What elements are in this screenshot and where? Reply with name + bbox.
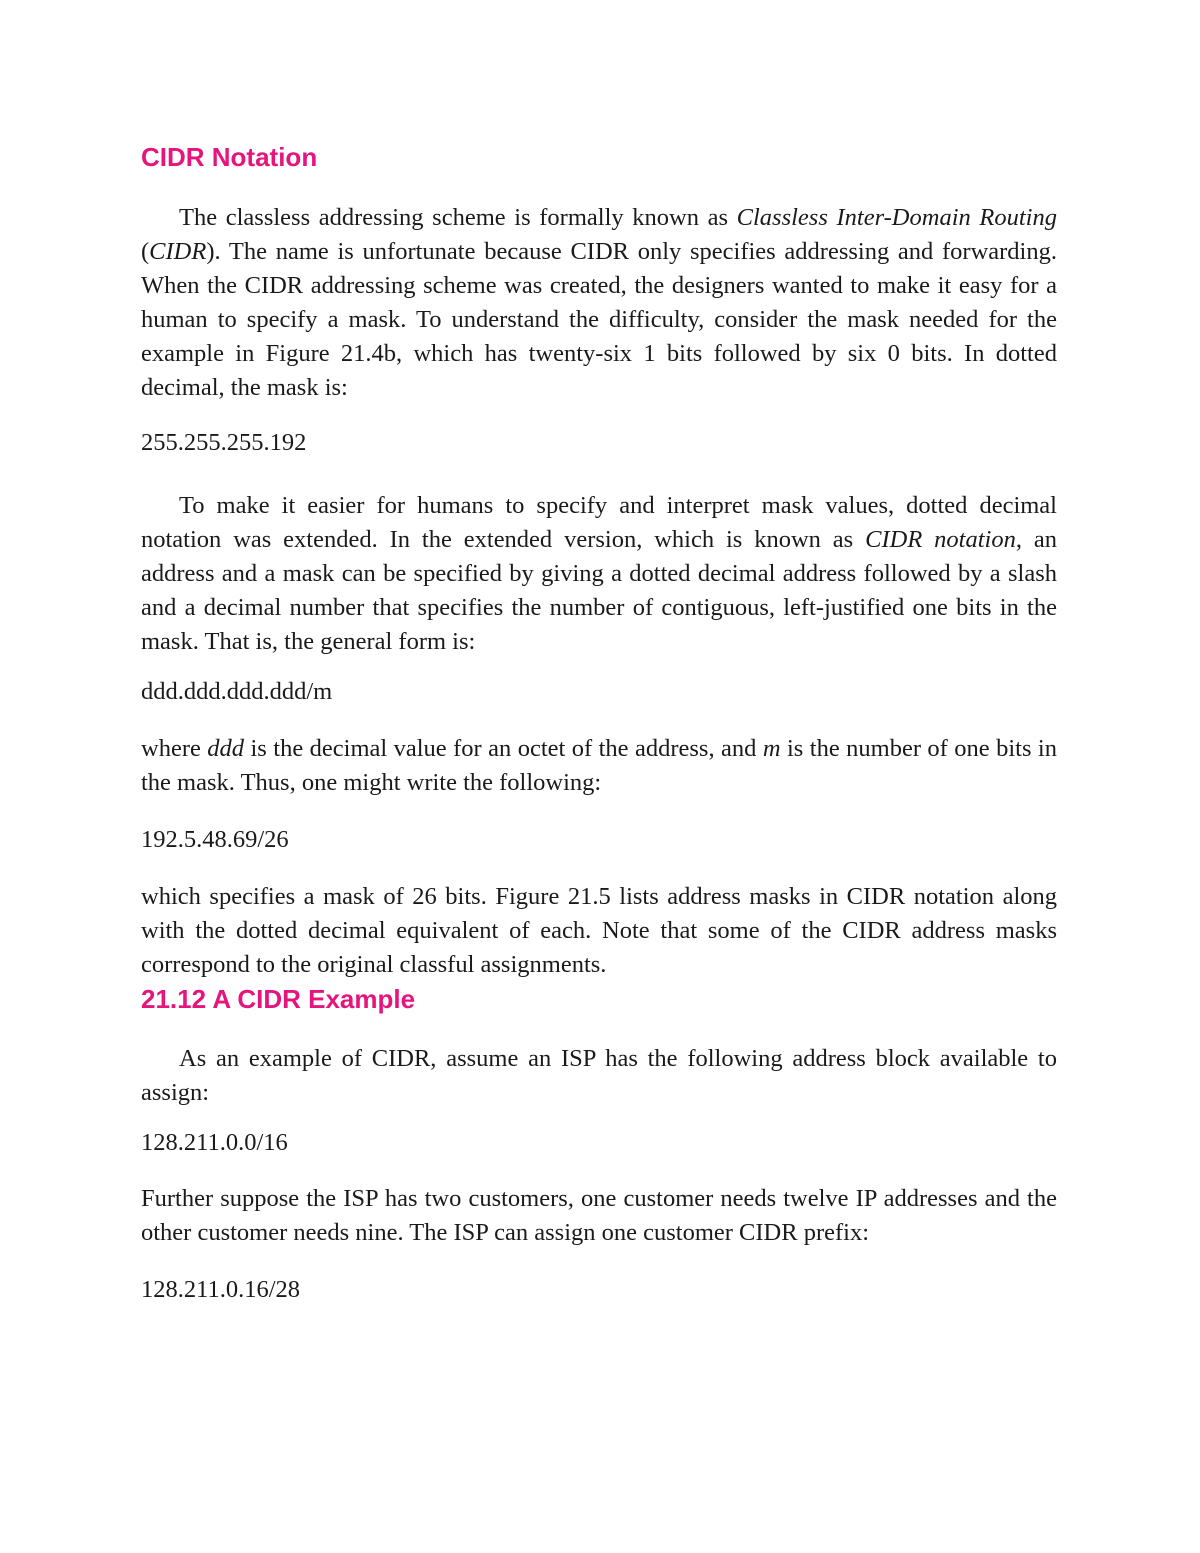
term-cidr-notation: CIDR notation <box>865 526 1016 553</box>
formula-general-form: ddd.ddd.ddd.ddd/m <box>141 678 333 705</box>
formula-customer-prefix: 128.211.0.16/28 <box>141 1276 301 1303</box>
term-cidr: CIDR <box>149 238 207 265</box>
paragraph-where-ddd <box>141 732 1057 800</box>
paragraph-text: ( <box>141 238 150 265</box>
paragraph-text: , an address and a mask can be specified by giving a dotted decimal address followed by a slash and a decimal number that specifies the number of contiguous, left-justified one bits in the mask. That is, the general form is: <box>141 526 1058 655</box>
term-classless-inter-domain-routing: Classless Inter-Domain Routing <box>736 204 1057 231</box>
section-heading-cidr-example: 21.12 A CIDR Example <box>141 984 416 1014</box>
formula-isp-block: 128.211.0.0/16 <box>141 1129 288 1156</box>
paragraph-text: is the decimal value for an octet of the address, and <box>244 735 763 762</box>
paragraph-text: where <box>141 735 208 762</box>
term-ddd: ddd <box>207 735 245 762</box>
paragraph-text: ). The name is unfortunate because CIDR only specifies addressing and forwarding. When the CIDR addressing scheme was created, the designers wanted to make it easy for a human to specify a mask. To understand the difficulty, consider the mask needed for the example in Figure 21.4b, which has twenty-six 1 bits followed by six 0 bits. In dotted decimal, the mask is: <box>141 238 1057 401</box>
paragraph-text: is the number of one bits in the mask. Thus, one might write the following: <box>141 735 1057 796</box>
formula-example-address: 192.5.48.69/26 <box>141 826 289 853</box>
paragraph-cidr-notation-extension <box>141 489 1057 659</box>
document-page <box>141 140 1057 1307</box>
paragraph-isp-address-block: As an example of CIDR, assume an ISP has the following address block available to assign: <box>141 1045 1057 1106</box>
paragraph-text: The classless addressing scheme is formally known as <box>179 204 737 231</box>
formula-mask-dotted-decimal: 255.255.255.192 <box>141 429 307 456</box>
paragraph-cidr-definition <box>141 201 1057 405</box>
section-heading-cidr-notation: CIDR Notation <box>141 142 318 172</box>
paragraph-isp-customers: Further suppose the ISP has two customers, one customer needs twelve IP addresses and the other customer needs nine. The ISP can assign one customer CIDR prefix: <box>141 1185 1057 1246</box>
paragraph-mask-of-26-bits: which specifies a mask of 26 bits. Figure 21.5 lists address masks in CIDR notation along with the dotted decimal equivalent of each. Note that some of the CIDR address masks correspond to the original classful assignments. <box>141 883 1057 978</box>
paragraph-text: To make it easier for humans to specify and interpret mask values, dotted decimal notation was extended. In the extended version, which is known as <box>141 492 1057 553</box>
term-m: m <box>762 735 781 762</box>
